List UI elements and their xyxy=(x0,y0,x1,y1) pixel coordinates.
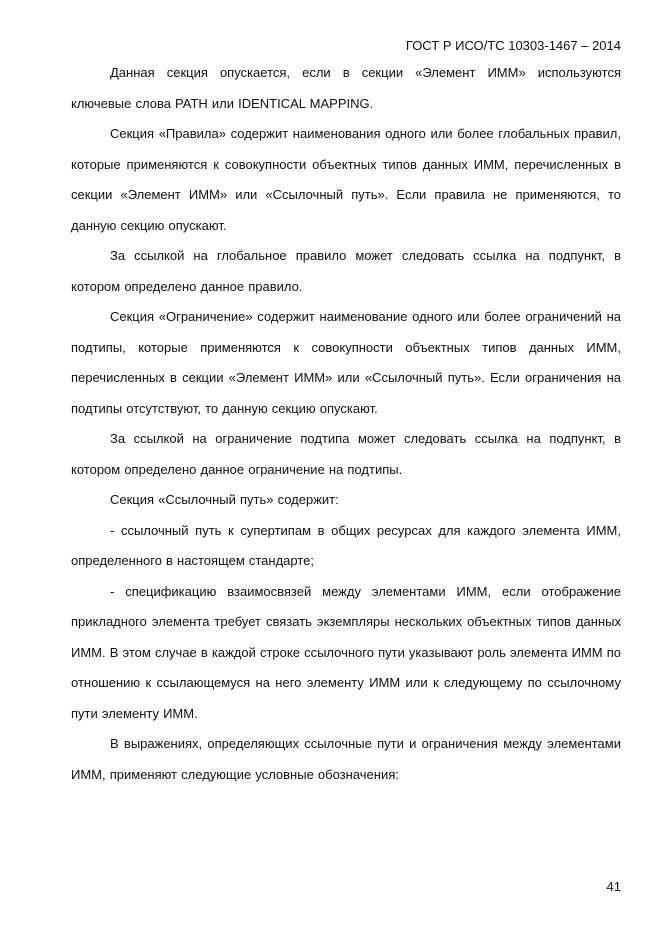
list-item: - спецификацию взаимосвязей между элементами ИММ, если отображение прикладного элемента требует связать экземпляры нескольких объектных типов данных ИММ. В этом случае в каждой строке ссылочного пути указывают роль элемента ИММ по отношению к ссылающемуся на него элементу ИММ или к следующему по ссылочному пути элементу ИММ. xyxy=(71,583,622,721)
page-header-standard-id: ГОСТ Р ИСО/ТС 10303-1467 – 2014 xyxy=(405,38,621,53)
paragraph: За ссылкой на ограничение подтипа может следовать ссылка на подпункт, в котором определено данное ограничение на подтипы. xyxy=(71,431,621,477)
list-item: - ссылочный путь к супертипам в общих ресурсах для каждого элемента ИММ, определенного в настоящем стандарте; xyxy=(71,522,621,568)
paragraph: За ссылкой на глобальное правило может следовать ссылка на подпункт, в котором определено данное правило. xyxy=(71,248,621,294)
paragraph: Секция «Ссылочный путь» содержит: xyxy=(110,492,339,507)
paragraph: Данная секция опускается, если в секции «Элемент ИММ» используются ключевые слова PATH или IDENTICAL MAPPING. xyxy=(71,65,621,111)
paragraph: Секция «Ограничение» содержит наименование одного или более ограничений на подтипы, которые применяются к совокупности объектных типов данных ИММ, перечисленных в секции «Элемент ИММ» или «Ссылочный путь». Если ограничения на подтипы отсутствуют, то данную секцию опускают. xyxy=(71,309,621,416)
document-body xyxy=(71,58,621,790)
paragraph: В выражениях, определяющих ссылочные пути и ограничения между элементами ИММ, применяют следующие условные обозначения: xyxy=(71,736,621,782)
paragraph: Секция «Правила» содержит наименования одного или более глобальных правил, которые применяются к совокупности объектных типов данных ИММ, перечисленных в секции «Элемент ИММ» или «Ссылочный путь». Если правила не применяются, то данную секцию опускают. xyxy=(71,126,621,233)
page-number: 41 xyxy=(606,879,621,894)
